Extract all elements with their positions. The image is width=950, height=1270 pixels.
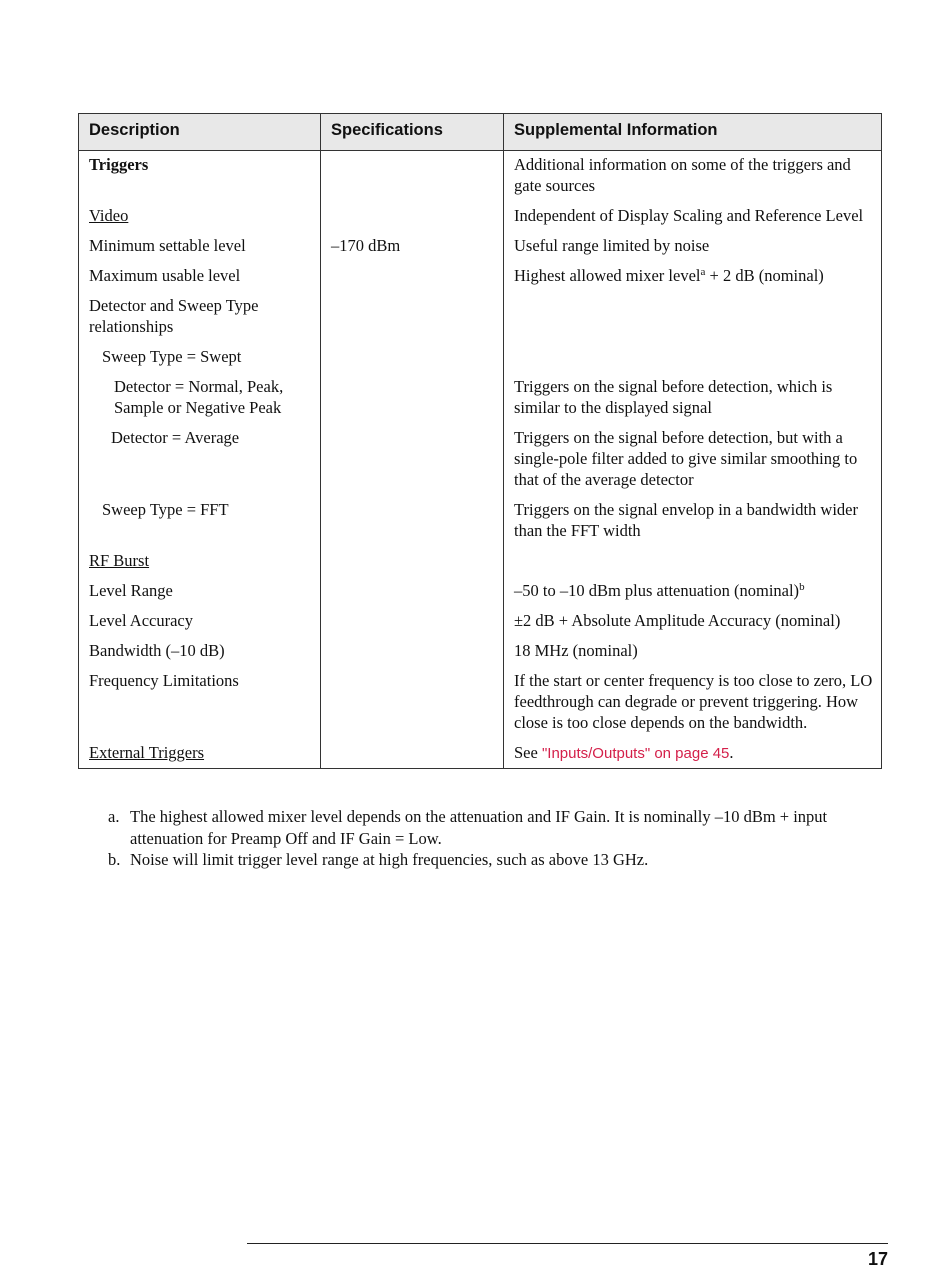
row-supp-sweep-fft: Triggers on the signal envelop in a bandwidth wider than the FFT width (504, 499, 882, 550)
table-row (79, 205, 882, 235)
footnotes (108, 806, 848, 871)
row-supp-triggers: Additional information on some of the triggers and gate sources (504, 151, 882, 206)
table-header-row (79, 114, 882, 151)
row-supp-min-level: Useful range limited by noise (504, 235, 882, 265)
table-row (79, 346, 882, 376)
row-desc-video: Video (89, 206, 129, 225)
row-desc-detector-normal: Detector = Normal, Peak, Sample or Negative Peak (114, 377, 284, 417)
table-row (79, 376, 882, 427)
footer-rule (247, 1243, 888, 1244)
row-desc-min-level: Minimum settable level (79, 235, 321, 265)
row-desc-frequency-limitations: Frequency Limitations (79, 670, 321, 742)
specifications-table (78, 113, 882, 769)
table-row (79, 580, 882, 610)
row-desc-detector-sweep: Detector and Sweep Type relationships (79, 295, 321, 346)
supp-text: + 2 dB (nominal) (705, 266, 824, 285)
row-supp-bandwidth: 18 MHz (nominal) (504, 640, 882, 670)
supp-text: Highest allowed mixer level (514, 266, 701, 285)
table-row (79, 742, 882, 769)
table-row (79, 427, 882, 499)
row-supp-external-triggers (504, 742, 882, 769)
table-row (79, 640, 882, 670)
footnote-text: The highest allowed mixer level depends on the attenuation and IF Gain. It is nominally –10 dBm + input attenuation for Preamp Off and IF Gain = Low. (130, 807, 828, 848)
row-desc-rf-burst: RF Burst (89, 551, 150, 570)
table-row (79, 151, 882, 206)
table-row (79, 235, 882, 265)
row-supp-level-accuracy: ±2 dB + Absolute Amplitude Accuracy (nominal) (504, 610, 882, 640)
table-row (79, 499, 882, 550)
row-supp-detector-average: Triggers on the signal before detection, but with a single-pole filter added to give similar smoothing to that of the average detector (504, 427, 882, 499)
row-supp-video: Independent of Display Scaling and Reference Level (504, 205, 882, 235)
footnote-b (108, 849, 848, 871)
footnote-text: Noise will limit trigger level range at high frequencies, such as above 13 GHz. (130, 850, 649, 869)
table-row (79, 550, 882, 580)
row-supp-frequency-limitations: If the start or center frequency is too close to zero, LO feedthrough can degrade or prevent triggering. How close is too close depends on the bandwidth. (504, 670, 882, 742)
footnote-ref-b: b (799, 581, 805, 593)
row-desc-external-triggers: External Triggers (89, 743, 205, 762)
footnote-marker: b. (108, 850, 121, 869)
row-supp-detector-normal: Triggers on the signal before detection, which is similar to the displayed signal (504, 376, 882, 427)
table-row (79, 295, 882, 346)
row-desc-level-range: Level Range (79, 580, 321, 610)
table-row (79, 265, 882, 295)
row-supp-max-level (504, 265, 882, 295)
footnote-ref-a: a (700, 266, 706, 278)
supp-text: See (514, 743, 542, 762)
row-desc-triggers: Triggers (89, 155, 149, 174)
footnote-a (108, 806, 848, 849)
table-row (79, 670, 882, 742)
footnote-marker: a. (108, 807, 120, 826)
header-supplemental: Supplemental Information (504, 114, 882, 151)
inputs-outputs-link[interactable]: "Inputs/Outputs" on page 45 (541, 745, 730, 762)
row-supp-level-range (504, 580, 882, 610)
header-specifications: Specifications (321, 114, 504, 151)
row-spec-min-level: –170 dBm (321, 235, 504, 265)
supp-text: –50 to –10 dBm plus attenuation (nominal) (514, 581, 800, 600)
page-number: 17 (867, 1249, 888, 1269)
row-desc-detector-average: Detector = Average (111, 428, 240, 447)
table-row (79, 610, 882, 640)
supp-text: . (729, 743, 734, 762)
row-desc-sweep-swept: Sweep Type = Swept (102, 347, 242, 366)
row-desc-max-level: Maximum usable level (79, 265, 321, 295)
row-desc-level-accuracy: Level Accuracy (79, 610, 321, 640)
header-description: Description (79, 114, 321, 151)
row-desc-sweep-fft: Sweep Type = FFT (102, 500, 229, 519)
row-desc-bandwidth: Bandwidth (–10 dB) (79, 640, 321, 670)
